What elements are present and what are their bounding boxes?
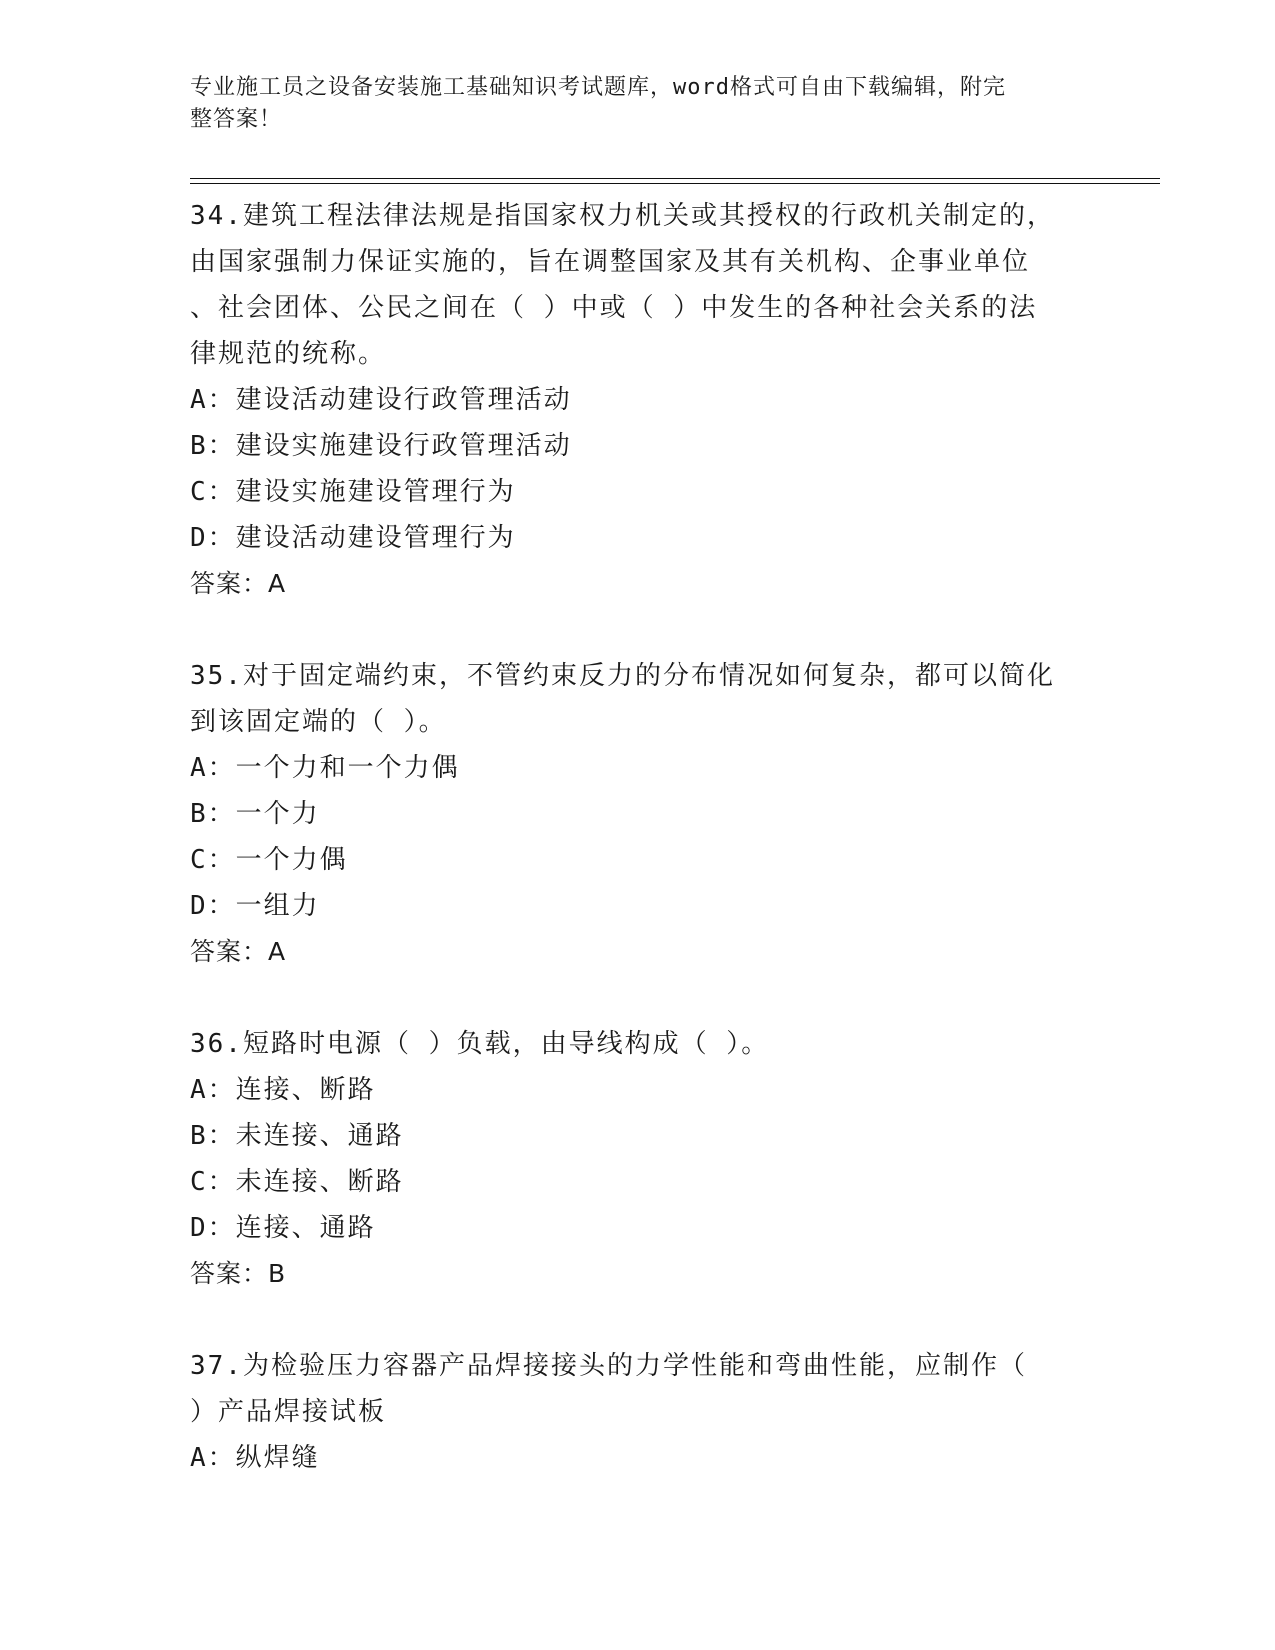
answer: 答案：A [190,937,287,966]
option-d: D：建设活动建设管理行为 [190,523,516,553]
option-c: C：建设实施建设管理行为 [190,477,516,507]
header-line-1: 专业施工员之设备安装施工基础知识考试题库，word格式可自由下载编辑，附完 [190,75,1006,100]
question-line: 35.对于固定端约束，不管约束反力的分布情况如何复杂，都可以简化 [190,661,1055,691]
option-b: B：一个力 [190,799,320,829]
answer: 答案：B [190,1259,287,1288]
question-line: ）产品焊接试板 [190,1397,387,1427]
question-line: 36.短路时电源（ ）负载，由导线构成（ ）。 [190,1029,770,1059]
question-text [190,1343,1090,1435]
question-line: 37.为检验压力容器产品焊接接头的力学性能和弯曲性能，应制作（ [190,1351,1027,1381]
question-34 [190,193,1090,607]
header-divider-top [190,178,1160,179]
question-text [190,1021,1090,1067]
option-d: D：一组力 [190,891,320,921]
option-b: B：未连接、通路 [190,1121,404,1151]
question-line: 34.建筑工程法律法规是指国家权力机关或其授权的行政机关制定的， [190,201,1055,231]
question-line: 律规范的统称。 [190,339,387,369]
header-divider-bottom [190,183,1160,184]
question-text [190,653,1090,745]
question-line: 、社会团体、公民之间在（ ）中或（ ）中发生的各种社会关系的法 [190,293,1038,323]
question-text [190,193,1090,377]
question-35 [190,653,1090,975]
option-a: A：连接、断路 [190,1075,376,1105]
option-a: A：纵焊缝 [190,1443,320,1473]
option-c: C：未连接、断路 [190,1167,404,1197]
option-d: D：连接、通路 [190,1213,376,1243]
option-b: B：建设实施建设行政管理活动 [190,431,572,461]
question-list [190,193,1090,1527]
option-a: A：建设活动建设行政管理活动 [190,385,572,415]
option-a: A：一个力和一个力偶 [190,753,460,783]
question-line: 由国家强制力保证实施的，旨在调整国家及其有关机构、企事业单位 [190,247,1031,277]
answer: 答案：A [190,569,287,598]
option-c: C：一个力偶 [190,845,348,875]
question-36 [190,1021,1090,1297]
question-37 [190,1343,1090,1481]
document-header [190,72,1080,136]
question-line: 到该固定端的（ ）。 [190,707,447,737]
header-line-2: 整答案！ [190,107,283,132]
